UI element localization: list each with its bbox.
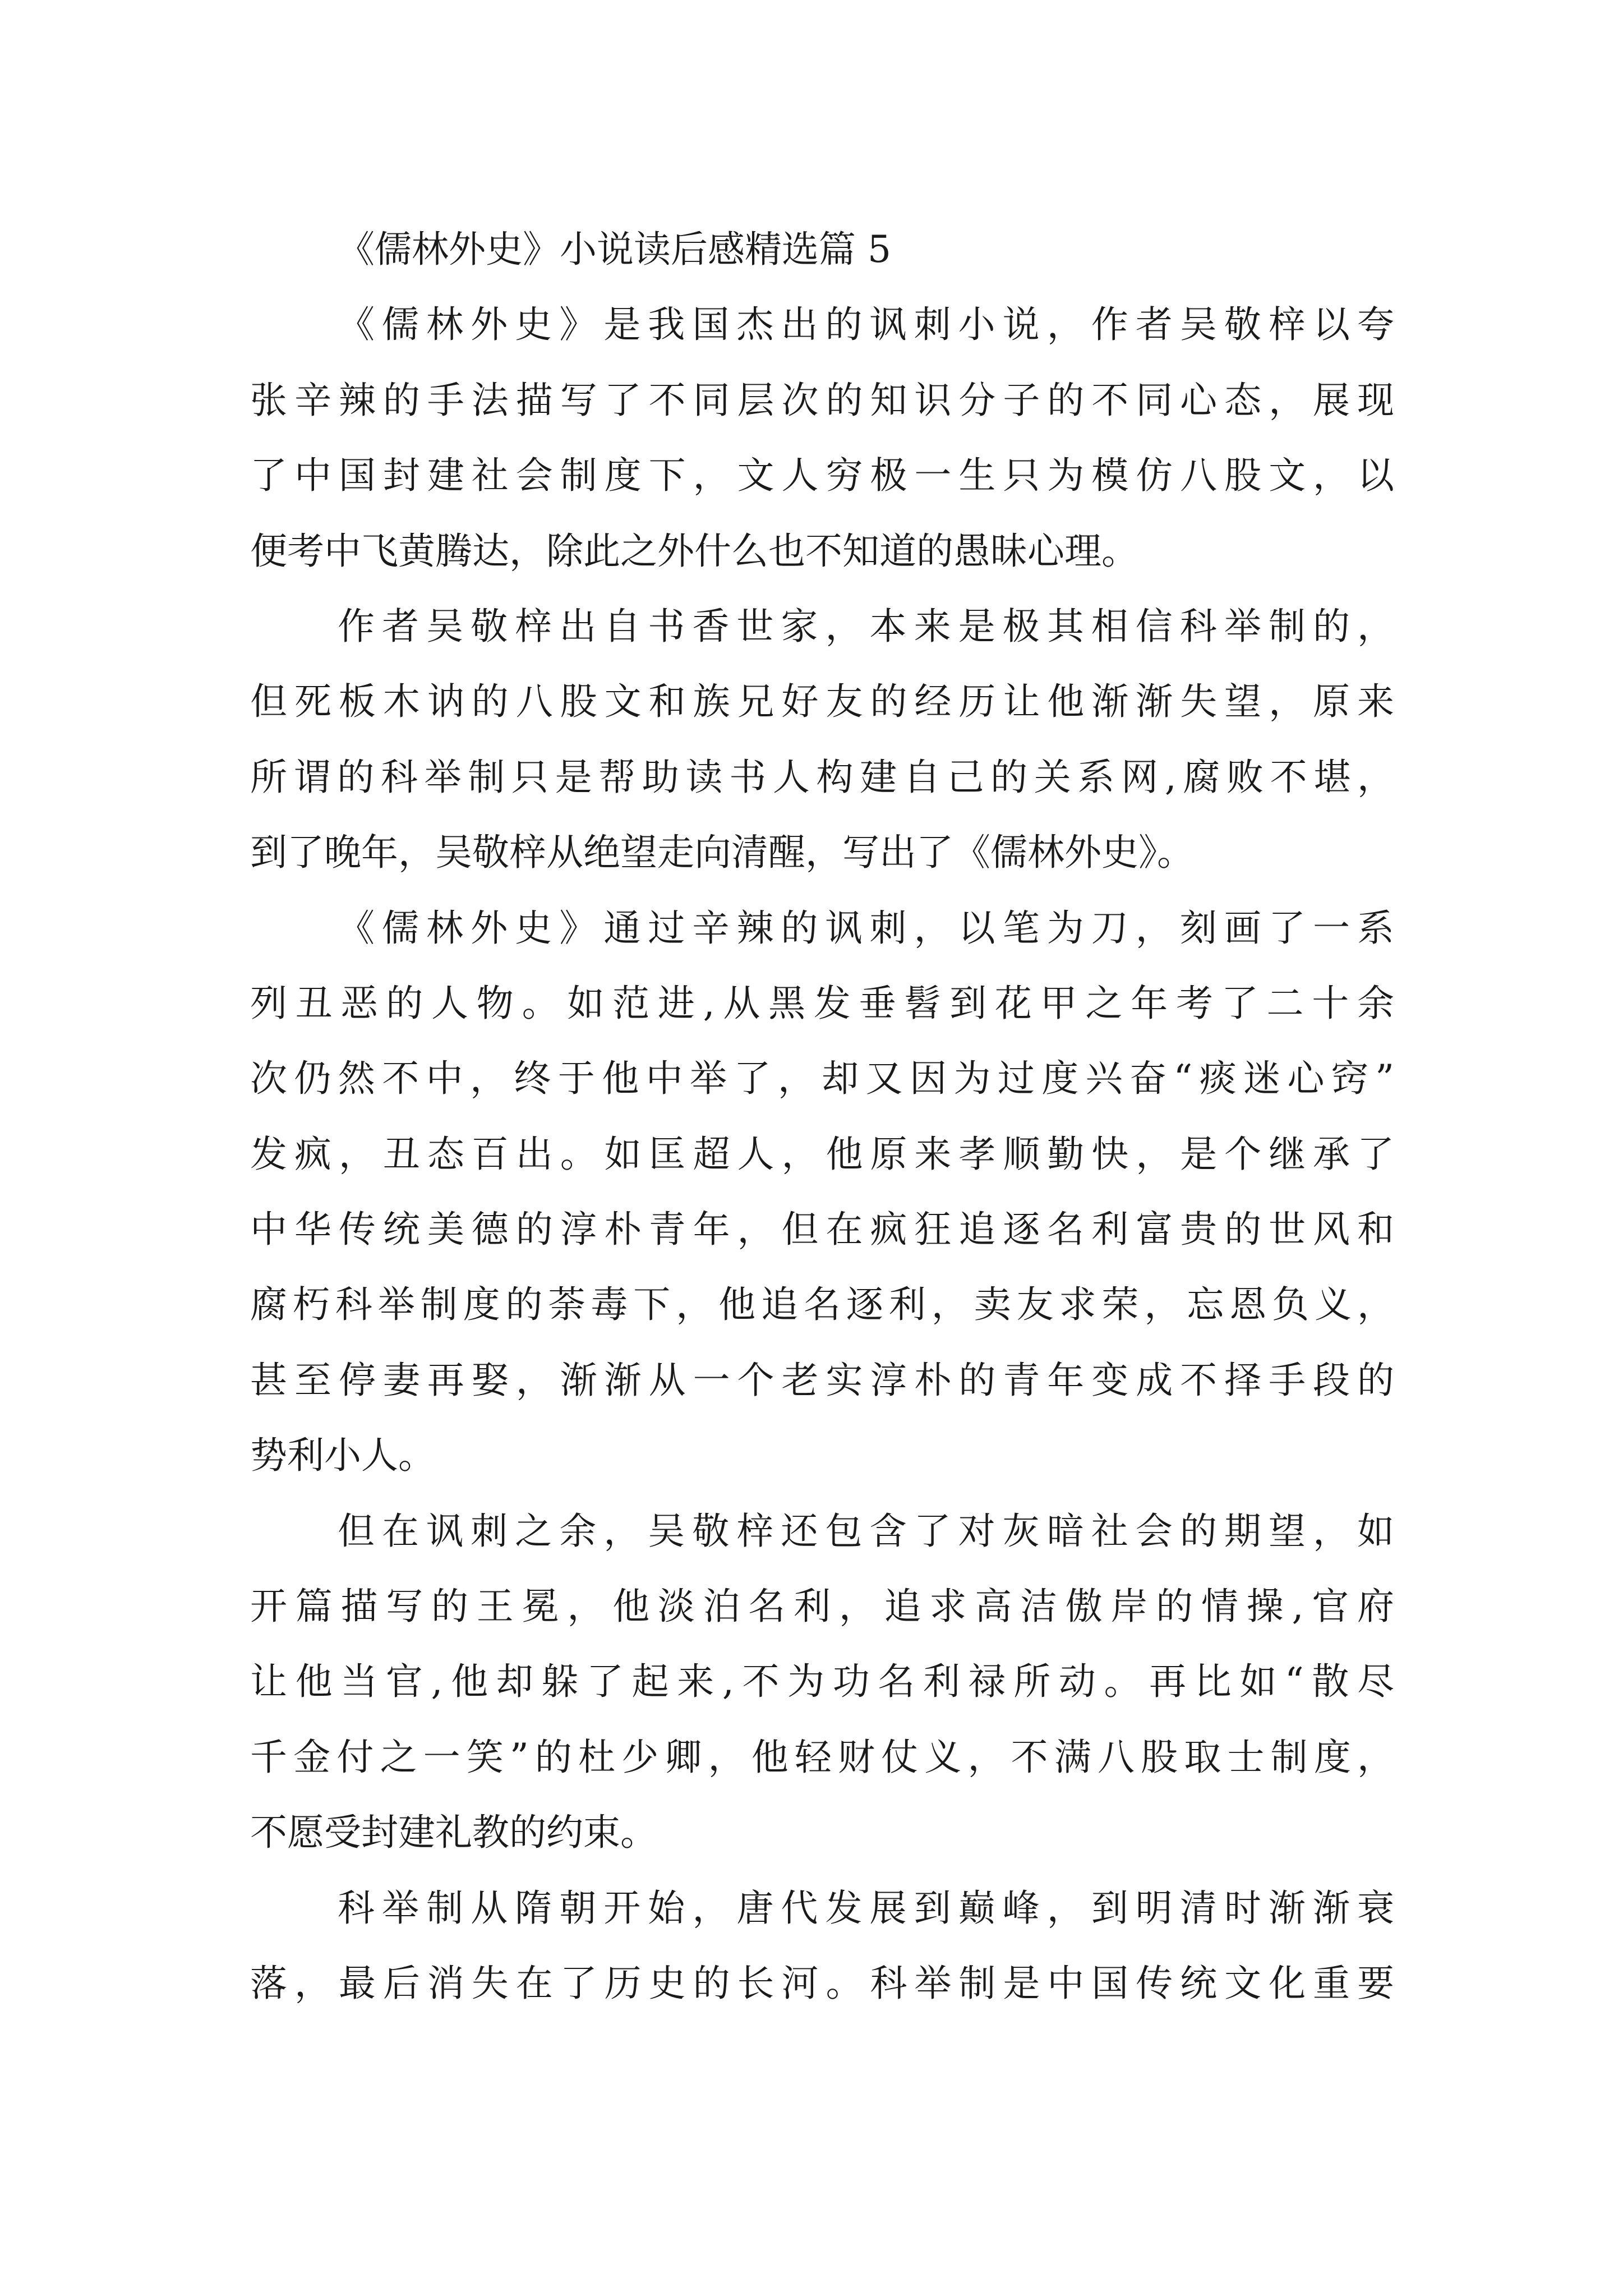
paragraph-line: 开篇描写的王冕，他淡泊名利，追求高洁傲岸的情操,官府 [250, 1585, 1394, 1628]
paragraph-line: 但死板木讷的八股文和族兄好友的经历让他渐渐失望，原来 [250, 680, 1394, 724]
paragraph-line: 列丑恶的人物。如范进,从黑发垂髫到花甲之年考了二十余 [250, 981, 1394, 1025]
paragraph-line: 势利小人。 [250, 1434, 435, 1478]
paragraph-line: 了中国封建社会制度下，文人穷极一生只为模仿八股文，以 [250, 454, 1394, 498]
document-page [250, 212, 1394, 2021]
paragraph-line: 中华传统美德的淳朴青年，但在疯狂追逐名利富贵的世风和 [250, 1208, 1394, 1251]
paragraph-line: 腐朽科举制度的荼毒下，他追名逐利，卖友求荣，忘恩负义， [250, 1283, 1394, 1327]
paragraph-4 [250, 1494, 1394, 1871]
paragraph-line: 千金付之一笑”的杜少卿，他轻财仗义，不满八股取士制度， [250, 1735, 1394, 1779]
paragraph-2 [250, 589, 1394, 891]
paragraph-line: 但在讽刺之余，吴敬梓还包含了对灰暗社会的期望，如 [338, 1509, 1394, 1553]
paragraph-line: 《儒林外史》通过辛辣的讽刺，以笔为刀，刻画了一系 [338, 906, 1394, 950]
paragraph-line: 次仍然不中，终于他中举了，却又因为过度兴奋“痰迷心窍” [250, 1057, 1394, 1101]
paragraph-line: 甚至停妻再娶，渐渐从一个老实淳朴的青年变成不择手段的 [250, 1358, 1394, 1402]
paragraph-line: 便考中飞黄腾达，除此之外什么也不知道的愚昧心理。 [250, 529, 1138, 573]
paragraph-line: 让他当官,他却躲了起来,不为功名利禄所动。再比如“散尽 [250, 1660, 1394, 1704]
paragraph-line: 落，最后消失在了历史的长河。科举制是中国传统文化重要 [250, 1961, 1394, 2005]
paragraph-line: 科举制从隋朝开始，唐代发展到巅峰，到明清时渐渐衰 [338, 1886, 1394, 1930]
paragraph-line: 张辛辣的手法描写了不同层次的知识分子的不同心态，展现 [250, 378, 1394, 422]
paragraph-3 [250, 891, 1394, 1494]
paragraph-line: 《儒林外史》是我国杰出的讽刺小说，作者吴敬梓以夸 [338, 303, 1394, 347]
document-title: 《儒林外史》小说读后感精选篇 5 [338, 228, 891, 271]
paragraph-line: 发疯，丑态百出。如匡超人，他原来孝顺勤快，是个继承了 [250, 1132, 1394, 1176]
paragraph-1 [250, 287, 1394, 589]
paragraph-line: 作者吴敬梓出自书香世家，本来是极其相信科举制的， [338, 604, 1394, 648]
paragraph-5 [250, 1871, 1394, 2022]
paragraph-line: 所谓的科举制只是帮助读书人构建自己的关系网,腐败不堪， [250, 755, 1394, 799]
paragraph-line: 不愿受封建礼教的约束。 [250, 1811, 657, 1855]
paragraph-line: 到了晚年，吴敬梓从绝望走向清醒，写出了《儒林外史》。 [250, 831, 1194, 875]
